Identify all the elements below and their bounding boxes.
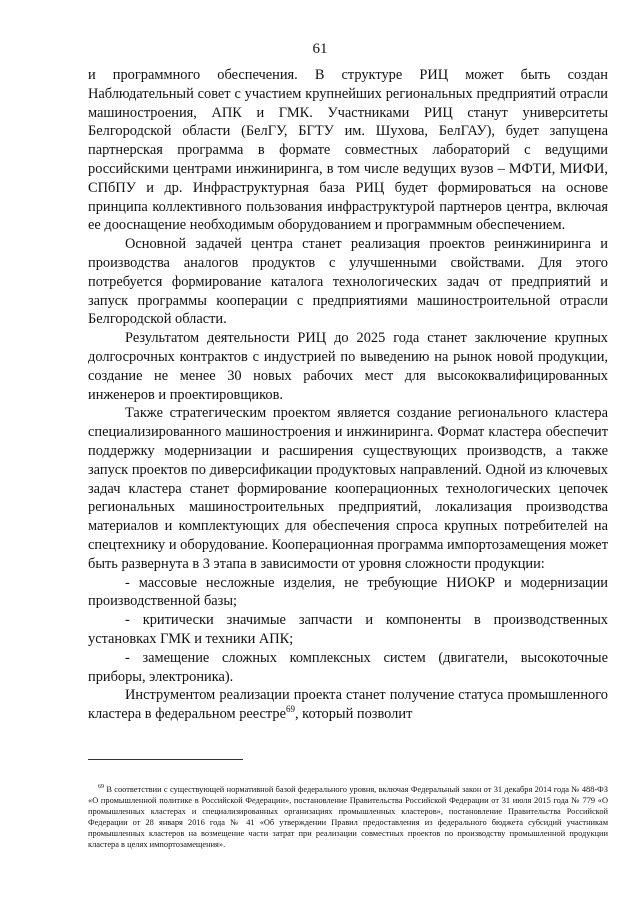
paragraph-results: Результатом деятельности РИЦ до 2025 года станет заключение крупных долгосрочных контрактов с индустрией по выведению на рынок новой продукции, создание не менее 30 новых рабочих мест для высококвалифицированных инженеров и проектировщиков. [88, 330, 608, 403]
footnote-reference[interactable]: 69 [285, 704, 295, 715]
footnote-separator [88, 759, 243, 760]
body-text [88, 66, 608, 724]
paragraph-main-task: Основной задачей центра станет реализация проектов реинжиниринга и производства аналогов продуктов с улучшенными свойствами. Для этого потребуется формирование каталога технологических задач от предприятий и запуск программы кооперации с предприятиями машиностроительной отрасли Белгородской области. [88, 236, 608, 328]
list-item-mass-products: - массовые несложные изделия, не требующие НИОКР и модернизации производственной базы; [88, 574, 608, 610]
footnote-text: В соответствии с существующей нормативной базой федерального уровня, включая Федеральный закон от 31 декабря 2014 года № 488-ФЗ «О промышленной политике в Российской Федерации», постановление Правительства Российской Федерации от 31 июля 2015 года № 779 «О промышленных кластерах и специализированных организациях промышленных кластеров», постановление Правительства Российской Федерации от 28 января 2016 года № 41 «Об утверждении Правил предоставления из федерального бюджета субсидий участникам промышленных кластеров на возмещение части затрат при реализации совместных проектов по производству промышленной продукции кластера в целях импортозамещения». [88, 785, 608, 850]
paragraph-cluster-status [88, 686, 608, 724]
paragraph-cluster-project: Также стратегическим проектом является создание регионального кластера специализированного машиностроения и инжиниринга. Формат кластера обеспечит поддержку модернизации и расширения существующих производств, а также запуск проектов по диверсификации продуктовых направлений. Одной из ключевых задач кластера станет формирование кооперационных технологических цепочек региональных машиностроительных предприятий, локализация производства материалов и комплектующих для обеспечения спроса крупных потребителей на спецтехнику и оборудование. Кооперационная программа импортозамещения может быть развернута в 3 этапа в зависимости от уровня сложности продукции: [88, 405, 608, 572]
paragraph-cluster-status-tail: , который позволит [294, 706, 413, 723]
paragraph-cluster-status-text: Инструментом реализации проекта станет получение статуса промышленного кластера в федеральном реестре [88, 687, 608, 723]
list-item-critical-parts: - критически значимые запчасти и компоненты в производственных установках ГМК и техники АПК; [88, 612, 608, 647]
list-item-complex-systems: - замещение сложных комплексных систем (двигатели, высокоточные приборы, электроника). [88, 649, 608, 685]
footnote-marker: 69 [98, 784, 104, 791]
page-number: 61 [312, 41, 328, 57]
footnote [88, 784, 608, 851]
paragraph-continuation: и программного обеспечения. В структуре РИЦ может быть создан Наблюдательный совет с участием крупнейших региональных предприятий отрасли машиностроения, АПК и ГМК. Участниками РИЦ станут университеты Белгородской области (БелГУ, БГТУ им. Шухова, БелГАУ), будет запущена партнерская программа в формате совместных лабораторий с ведущими российскими центрами инжиниринга, в том числе ведущих вузов – МФТИ, МИФИ, СПбПУ и др. Инфраструктурная база РИЦ будет формироваться на основе принципа коллективного пользования инфраструктурой партнеров центра, включая ее дооснащение необходимым оборудованием и программным обеспечением. [88, 67, 608, 234]
